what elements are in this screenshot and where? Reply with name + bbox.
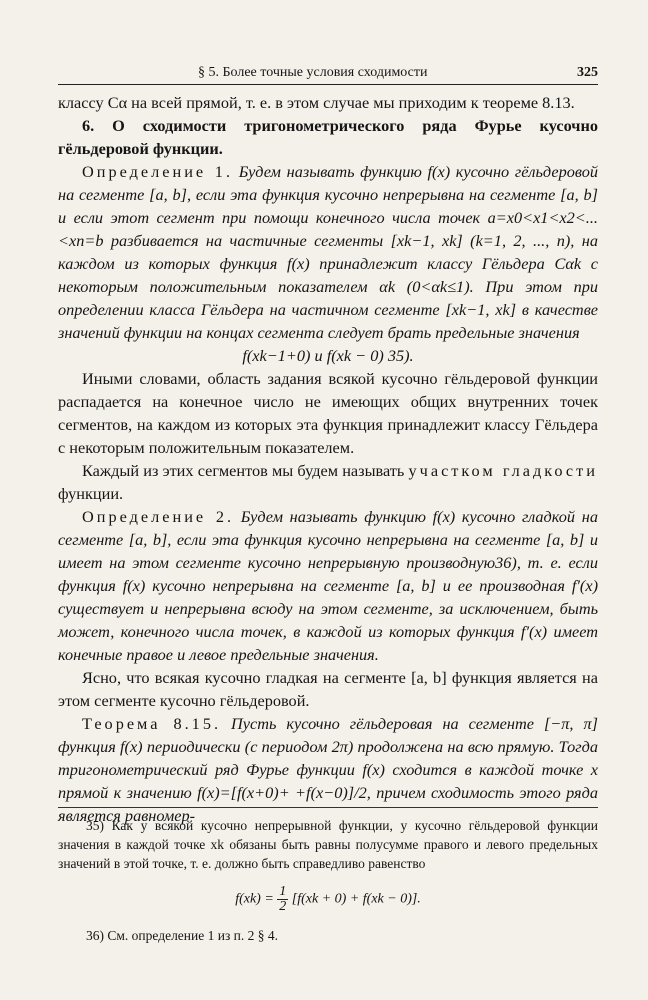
term-smoothness-segment: участком гладкости bbox=[408, 461, 598, 480]
intro-paragraph: классу Cα на всей прямой, т. е. в этом случае мы приходим к теореме 8.13. bbox=[58, 93, 575, 112]
definition-2-text: Будем называть функцию f(x) кусочно гладкой на сегменте [a, b], если эта функция кусочно непрерывна на сегменте [a, b] и имеет на этом сегменте кусочно непрерывную производную36), т. е. если функция f(x) кусочно непрерывна на сегменте [a, b] и ее производная f′(x) существует и непрерывна всюду на этом сегменте, за исключением, быть может, конечного числа точек, в каждой из которых функция f′(x) имеет конечные правое и левое предельные значения. bbox=[58, 507, 598, 664]
fraction-numerator: 1 bbox=[279, 884, 287, 899]
definition-2-label: Определение 2. bbox=[82, 507, 235, 526]
section-heading: 6. О сходимости тригонометрического ряда Фурье кусочно гёльдеровой функции. bbox=[58, 116, 598, 158]
running-header bbox=[58, 62, 598, 85]
theorem-label: Теорема 8.15. bbox=[82, 714, 222, 733]
definition-1-label: Определение 1. bbox=[82, 162, 234, 181]
footnote-35-formula bbox=[58, 885, 598, 914]
footnote-35: 35) Как у всякой кусочно непрерывной функции, у кусочно гёльдеровой функции значения в каждой точке xk обязаны быть равны полусумме правого и левого предельных значений в этой точке, т. е. должно быть справедливо равенство bbox=[58, 818, 598, 871]
fraction-denominator: 2 bbox=[279, 899, 287, 914]
paragraph-smoothness bbox=[58, 459, 598, 505]
paragraph-smoothness-start: Каждый из этих сегментов мы будем называть bbox=[82, 461, 405, 480]
paragraph-smoothness-end: функции. bbox=[58, 484, 124, 503]
footnotes bbox=[58, 807, 598, 945]
fraction-one-half bbox=[277, 885, 288, 914]
paragraph-other-words: Иными словами, область задания всякой кусочно гёльдеровой функции распадается на конечное число не имеющих общих внутренних точек сегментов, на каждом из которых эта функция принадлежит классу Гёльдера с некоторым положительным показателем. bbox=[58, 369, 598, 457]
main-text bbox=[58, 91, 598, 827]
definition-1-text: Будем называть функцию f(x) кусочно гёльдеровой на сегменте [a, b], если эта функция кусочно непрерывна на сегменте [a, b] и если этот сегмент при помощи конечного числа точек a=x0<x1<x2<...<xn=b разбивается на частичные сегменты [xk−1, xk] (k=1, 2, ..., n), на каждом из которых функция f(x) принадлежит классу Гёльдера Cαk с некоторым положительным показателем αk (0<αk≤1). При этом при определении класса Гёльдера на частичном сегменте [xk−1, xk] в качестве значений функции на концах сегмента следует брать предельные значения bbox=[58, 162, 599, 342]
definition-2 bbox=[58, 505, 598, 666]
formula-left: f(xk) = bbox=[235, 891, 274, 907]
theorem-text: Пусть кусочно гёльдеровая на сегменте [−π, π] функция f(x) периодически (с периодом 2π) продолжена на всю прямую. Тогда тригонометрический ряд Фурье функции f(x) сходится в каждой точке x прямой к значению f(x)=[f(x+0)+ +f(x−0)]/2, причем сходимость этого ряда является равномер- bbox=[58, 714, 598, 825]
footnote-36: 36) См. определение 1 из п. 2 § 4. bbox=[86, 928, 279, 943]
formula-limit-values: f(xk−1+0) и f(xk − 0) 35). bbox=[242, 346, 414, 365]
definition-1 bbox=[58, 160, 598, 344]
page-number: 325 bbox=[577, 65, 598, 80]
section-title: § 5. Более точные условия сходимости bbox=[198, 65, 428, 80]
paragraph-clear: Ясно, что всякая кусочно гладкая на сегменте [a, b] функция является на этом сегменте кусочно гёльдеровой. bbox=[58, 668, 598, 710]
page bbox=[58, 62, 598, 827]
formula-right: [f(xk + 0) + f(xk − 0)]. bbox=[291, 891, 421, 907]
